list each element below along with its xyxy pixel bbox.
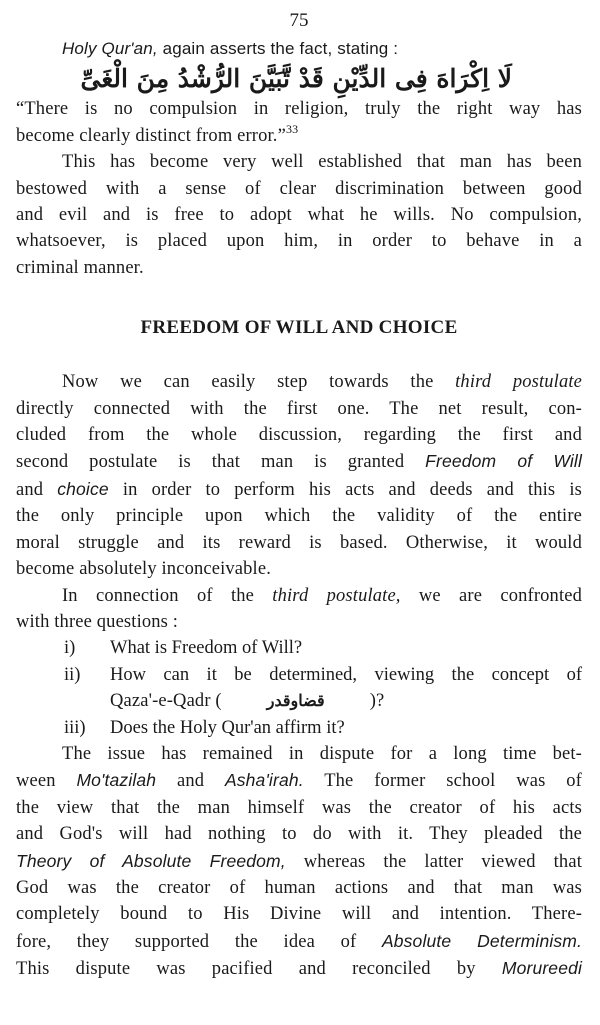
third-postulate-italic-2: third postulate, bbox=[272, 585, 401, 606]
para3-line-6: the only principle upon which the validity of the entire bbox=[16, 506, 582, 527]
para4-line-1-a: In connection of the bbox=[62, 585, 273, 606]
para5-line-3: the view that the man himself was the creator of his acts bbox=[16, 797, 582, 818]
para5-line-6: God was the creator of human actions and that man was bbox=[16, 877, 582, 898]
absolute-freedom-italic: Theory of Absolute Freedom, bbox=[16, 850, 286, 871]
list-number: ii) bbox=[64, 664, 81, 685]
para3-line-5-b: in order to perform his acts and deeds and this is bbox=[108, 479, 582, 500]
para2-line-5: criminal manner. bbox=[16, 257, 144, 278]
paragraph-discrimination bbox=[16, 149, 582, 281]
para2-line-1: This has become very well established that man has been bbox=[62, 152, 582, 173]
list-number: i) bbox=[64, 638, 76, 659]
para3-line-5-a: and bbox=[16, 479, 58, 500]
list-number: iii) bbox=[64, 717, 86, 738]
para5-line-8-a: fore, they supported the idea of bbox=[16, 931, 382, 952]
choice-italic: choice bbox=[57, 478, 109, 499]
quote-line-2-text: become clearly distinct from error.” bbox=[16, 125, 286, 146]
para3-line-2: directly connected with the first one. The net result, con- bbox=[16, 398, 582, 419]
para2-line-3: and evil and is free to adopt what he wills. No compulsion, bbox=[16, 205, 582, 226]
verse-intro bbox=[16, 36, 582, 62]
list-item-continuation bbox=[16, 688, 582, 714]
para2-line-4: whatsoever, is placed upon him, in order to behave in a bbox=[16, 231, 582, 252]
para3-line-7: moral struggle and its reward is based. Otherwise, it would bbox=[16, 532, 582, 553]
para4-line-1-b: we are confronted bbox=[400, 585, 582, 606]
question-list bbox=[16, 635, 582, 741]
footnote-ref: 33 bbox=[285, 121, 299, 136]
para5-line-9 bbox=[16, 955, 582, 982]
para5-line-2-a: ween bbox=[16, 771, 77, 792]
para3-line-4 bbox=[16, 448, 582, 475]
page-number: 75 bbox=[289, 10, 309, 31]
para3-line-3: cluded from the whole discussion, regarding the first and bbox=[16, 425, 582, 446]
arabic-verse: لَا اِكْرَاهَ فِى الدِّيْنِ قَدْ تَّبَيَّنَ الرُّشْدُ مِنَ الْغَىِّ bbox=[80, 64, 512, 94]
quote-line-1: “There is no compulsion in religion, truly the right way has bbox=[16, 99, 582, 120]
list-item bbox=[16, 635, 582, 661]
para3-line-8: become absolutely inconceivable. bbox=[16, 559, 271, 580]
qaza-qadr-text: Qaza'-e-Qadr ( bbox=[110, 691, 222, 712]
paragraph-third-postulate bbox=[16, 369, 582, 582]
ashairah-italic: Asha'irah. bbox=[224, 770, 304, 791]
para2-line-2: bestowed with a sense of clear discrimination between good bbox=[16, 178, 582, 199]
list-text: What is Freedom of Will? bbox=[110, 638, 303, 659]
para3-line-4-text: second postulate is that man is granted bbox=[16, 452, 426, 473]
morureedi-italic: Morureedi bbox=[501, 958, 582, 979]
para5-line-8 bbox=[16, 928, 582, 955]
qaza-qadr-close: )? bbox=[369, 691, 385, 712]
para5-line-2-b: and bbox=[156, 771, 225, 792]
list-item bbox=[16, 715, 582, 741]
para5-line-4: and God's will had nothing to do with it. They pleaded the bbox=[16, 824, 582, 845]
para3-line-1-text: Now we can easily step towards the bbox=[62, 372, 456, 393]
para5-line-5-b: whereas the latter viewed that bbox=[285, 851, 582, 872]
third-postulate-italic: third postulate bbox=[455, 372, 583, 393]
para5-line-2-c: The former school was of bbox=[303, 771, 582, 792]
quote-line-2 bbox=[16, 123, 582, 149]
para3-line-1 bbox=[16, 369, 582, 395]
arabic-qaza-qadr: قضاوقدر bbox=[266, 691, 325, 711]
para4-line-1 bbox=[16, 583, 582, 609]
verse-intro-rest: again asserts the fact, stating : bbox=[157, 39, 399, 58]
freedom-of-will-italic: Freedom of Will bbox=[425, 451, 582, 472]
para5-line-9-a: This dispute was pacified and reconciled by bbox=[16, 959, 502, 980]
para5-line-2 bbox=[16, 767, 582, 794]
paragraph-dispute bbox=[16, 741, 582, 983]
section-heading: FREEDOM OF WILL AND CHOICE bbox=[140, 317, 458, 339]
para4-line-2: with three questions : bbox=[16, 611, 179, 632]
holy-quran-italic: Holy Qur'an, bbox=[62, 39, 158, 58]
para5-line-1: The issue has remained in dispute for a long time bet- bbox=[62, 743, 582, 764]
para5-line-7: completely bound to His Divine will and intention. There- bbox=[16, 904, 582, 925]
list-item bbox=[16, 662, 582, 688]
paragraph-quran-verse bbox=[16, 36, 582, 149]
list-text: Does the Holy Qur'an affirm it? bbox=[110, 717, 345, 738]
motazilah-italic: Mo'tazilah bbox=[76, 770, 157, 791]
para5-line-5 bbox=[16, 848, 582, 875]
paragraph-three-questions bbox=[16, 583, 582, 636]
para3-line-5 bbox=[16, 476, 582, 503]
list-text: How can it be determined, viewing the concept of bbox=[110, 664, 582, 685]
absolute-determinism-italic: Absolute Determinism. bbox=[381, 930, 583, 951]
